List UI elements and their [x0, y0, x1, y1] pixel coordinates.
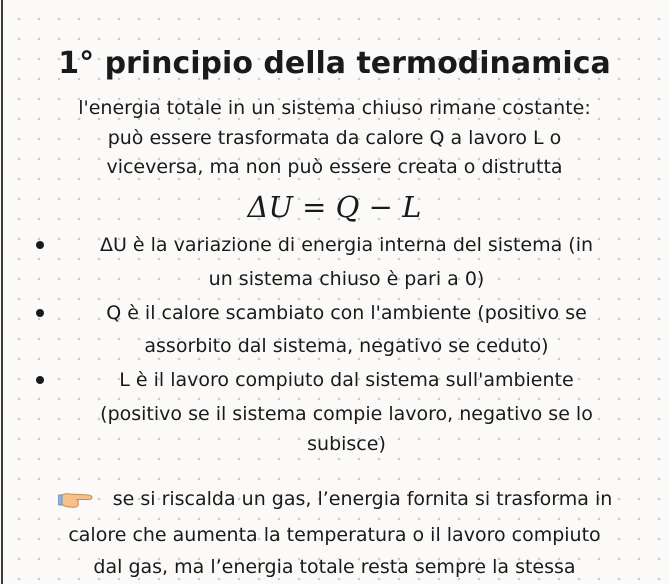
first-law-formula: ΔU = Q − L [247, 190, 422, 224]
list-item-line: Q è il calore scambiato con l'ambiente (positivo se [106, 302, 587, 324]
list-item-line: assorbito dal sistema, negativo se ceduto) [144, 335, 549, 357]
intro-line: l'energia totale in un sistema chiuso rimane costante: [78, 97, 591, 119]
intro-line: viceversa, ma non può essere creata o distrutta [106, 156, 563, 178]
list-item-line: L è il lavoro compiuto dal sistema sull'ambiente [119, 369, 574, 391]
list-item-line: subisce) [307, 433, 386, 455]
list-item-line: un sistema chiuso è pari a 0) [208, 268, 485, 290]
note-line: calore che aumenta la temperatura o il lavoro compiuto [68, 524, 601, 546]
note-line: dal gas, ma l’energia totale resta sempre la stessa [93, 556, 576, 578]
note-line: se si riscalda un gas, l’energia fornita si trasforma in [112, 488, 613, 510]
list-item-line: (positivo se il sistema compie lavoro, negativo se lo [100, 403, 593, 425]
intro-line: può essere trasformata da calore Q a lavoro L o [107, 127, 562, 149]
page-title: 1° principio della termodinamica [58, 46, 611, 81]
list-item-line: ΔU è la variazione di energia interna del sistema (in [99, 234, 594, 256]
